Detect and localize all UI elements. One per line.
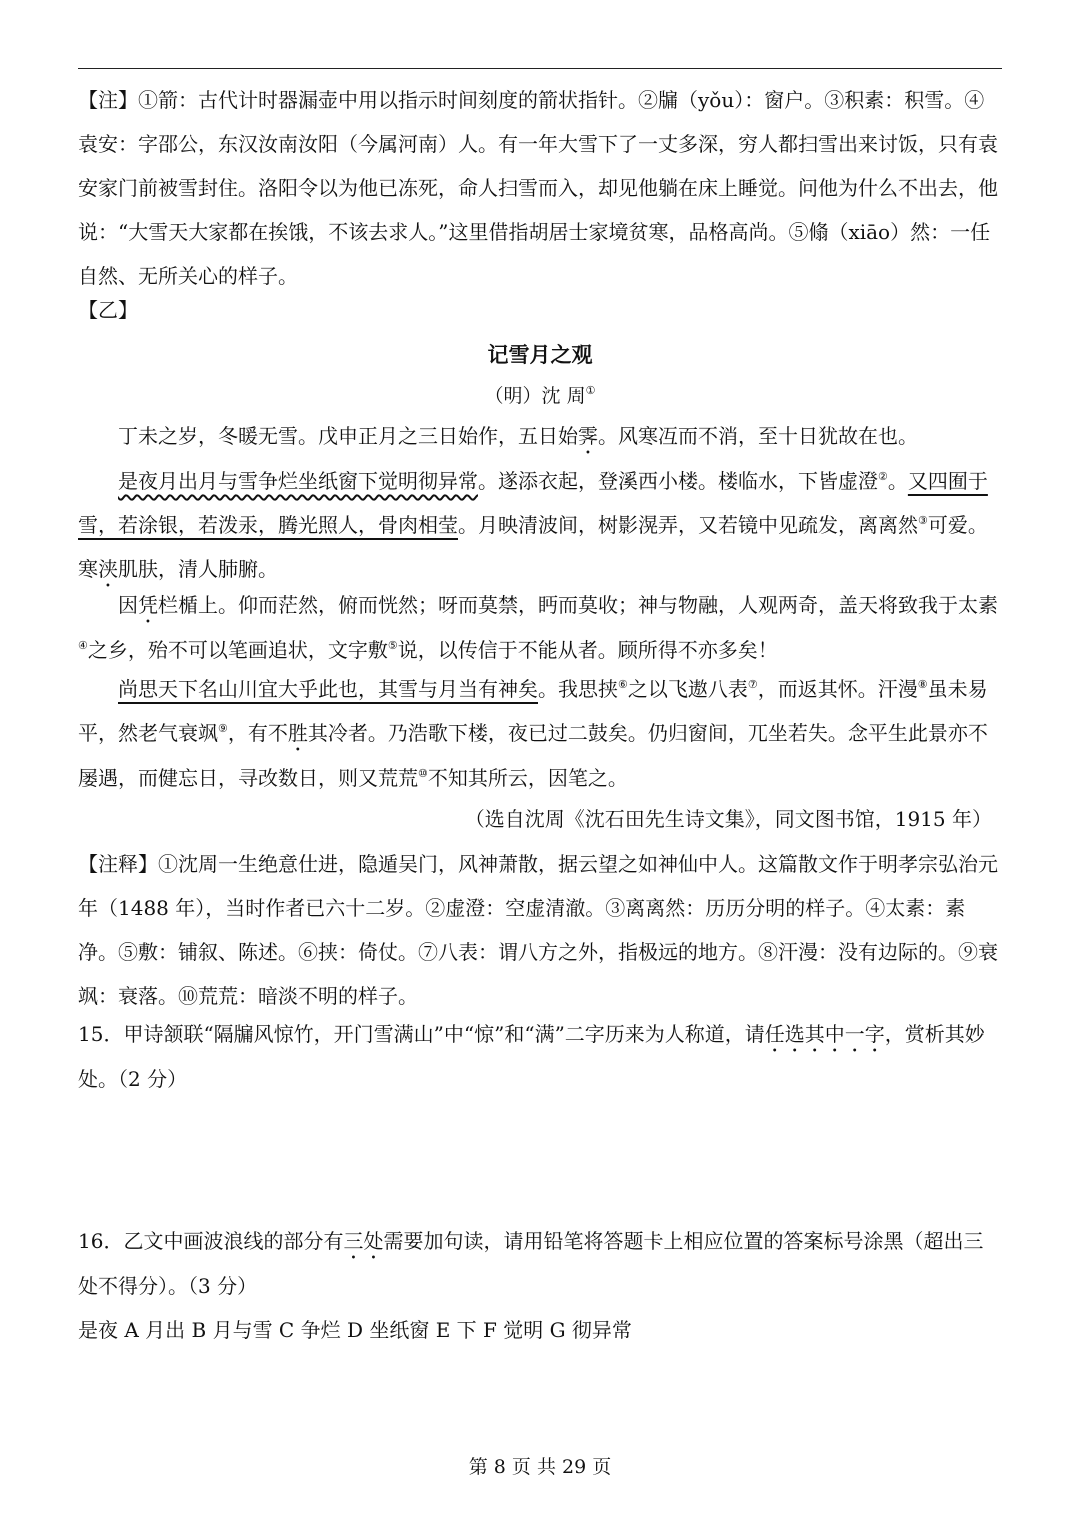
footnote-mark: ⑧	[917, 678, 928, 691]
text-run: 15．甲诗颔联“隔牖风惊竹，开门雪满山”中“惊”和“满”二字历来为人称道，请	[78, 1022, 765, 1046]
note-label: 【注】	[78, 88, 138, 112]
text-run: 虽未易平，然老气衰飒	[78, 677, 988, 745]
text-run: 。风寒冱而不消，至十日犹故在也。	[598, 424, 918, 448]
text-run: 其冷者。乃浩歌下楼，夜已过二鼓矣。仍归窗间，兀坐若失。念平生此景亦不屡遇，而健忘日，寻改数日，则又荒荒	[78, 721, 988, 790]
footnote-mark: ⑨	[218, 722, 228, 735]
text-run: 之乡，殆不可以笔画追状，文字敷	[87, 638, 388, 662]
emphasis-dot-char: 凭	[138, 593, 158, 617]
text-run: 。月映清波间，树影滉弄，又若镜中见疏发，离离然	[458, 513, 918, 537]
text-run: ，赏析其妙处。（2 分）	[78, 1022, 985, 1091]
footnote-mark: ①	[585, 384, 596, 397]
text-run: 不知其所云，因笔之。	[427, 766, 628, 790]
footnote-mark: ④	[78, 639, 88, 652]
wavy-underlined-text: 是夜月出月与雪争烂坐纸窗下觉明彻异常	[118, 469, 478, 493]
footnote-mark: ⑩	[418, 767, 428, 780]
emphasis-dot-text: 三处	[343, 1229, 384, 1253]
text-run: 16．乙文中画波浪线的部分有	[78, 1229, 344, 1253]
text-run: ，有不	[227, 721, 288, 745]
underlined-text: 又四囿于雪，若涂银，若泼汞，腾光照人，骨肉相莹	[78, 469, 988, 537]
question-16-options: 是夜 A 月出 B 月与雪 C 争烂 D 坐纸窗 E 下 F 觉明 G 彻异常	[78, 1318, 632, 1342]
essay-paragraph-2	[78, 459, 1002, 592]
text-run: 说，以传信于不能从者。顾所得不亦多矣！	[397, 638, 778, 662]
top-rule	[78, 68, 1002, 69]
essay-paragraph-3	[78, 583, 1002, 672]
emphasis-dot-char: 浃	[98, 557, 118, 581]
text-run: 肌肤，清人肺腑。	[118, 557, 278, 581]
essay-source: （选自沈周《沈石田先生诗文集》，同文图书馆，1915 年）	[464, 807, 992, 831]
underlined-text: 尚思天下名山川宜大乎此也，其雪与月当有神矣	[118, 677, 538, 701]
footnote-mark: ⑤	[387, 639, 398, 652]
text-run: 。遂添衣起，登溪西小楼。楼临水，下皆虚澄	[478, 469, 878, 493]
essay-paragraph-4	[78, 667, 1002, 800]
note-text: ①箭：古代计时器漏壶中用以指示时间刻度的箭状指针。②牖（yǒu）：窗户。③积素：积雪。④袁安：字邵公，东汉汝南汝阳（今属河南）人。有一年大雪下了一丈多深，穷人都扫雪出来讨饭，只有袁安家门前被雪封住。洛阳令以为他已冻死，命人扫雪而入，却见他躺在床上睡觉。问他为什么不出去，他说：“大雪天大家都在挨饿，不该去求人。”这里借指胡居士家境贫寒，品格高尚。⑤翛（xiāo）然：一任自然、无所关心的样子。	[78, 88, 998, 288]
text-run: 。	[887, 469, 908, 493]
note-yi	[78, 842, 1002, 1018]
essay-paragraph-1	[78, 414, 1002, 459]
text-run: ，而返其怀。汗漫	[757, 677, 918, 701]
footnote-mark: ⑦	[747, 678, 758, 691]
section-label: 【乙】	[78, 298, 138, 322]
footnote-mark: ②	[878, 470, 888, 483]
question-15	[78, 1012, 1002, 1101]
text-run: 栏楯上。仰而茫然，俯而恍然；呀而莫禁，眄而莫收；神与物融，人观两奇，盖天将致我于太素	[158, 593, 998, 617]
essay-author	[78, 381, 1002, 411]
text-run: 。我思挟	[538, 677, 618, 701]
question-16	[78, 1219, 1002, 1308]
footnote-mark: ③	[918, 514, 928, 527]
text-run: 因	[118, 593, 138, 617]
text-run: 之以飞遨八表	[627, 677, 748, 701]
author-name: （明）沈 周	[484, 385, 586, 407]
note-text: ①沈周一生绝意仕进，隐遁吴门，风神萧散，据云望之如神仙中人。这篇散文作于明孝宗弘治元年（1488 年），当时作者已六十二岁。②虚澄：空虚清澈。③离离然：历历分明的样子。④太素：素净。⑤敷：铺叙、陈述。⑥挟：倚仗。⑦八表：谓八方之外，指极远的地方。⑧汗漫：没有边际的。⑨衰飒：衰落。⑩荒荒：暗淡不明的样子。	[78, 852, 998, 1008]
page-footer: 第 8 页 共 29 页	[468, 1456, 612, 1478]
emphasis-dot-char: 胜	[287, 721, 308, 745]
text-run: 可爱。寒	[78, 513, 988, 581]
text-run: 丁未之岁，冬暖无雪。戊申正月之三日始作，五日始	[118, 424, 578, 448]
emphasis-dot-text: 任选其中一字	[764, 1022, 885, 1046]
text-run: 需要加句读，请用铅笔将答题卡上相应位置的答案标号涂黑（超出三处不得分）。（3 分）	[78, 1229, 984, 1298]
footnote-mark: ⑥	[618, 678, 628, 691]
note-jia	[78, 78, 1002, 298]
essay-title: 记雪月之观	[487, 343, 593, 367]
note-label: 【注释】	[78, 852, 158, 876]
emphasis-dot-char: 霁	[578, 424, 598, 448]
